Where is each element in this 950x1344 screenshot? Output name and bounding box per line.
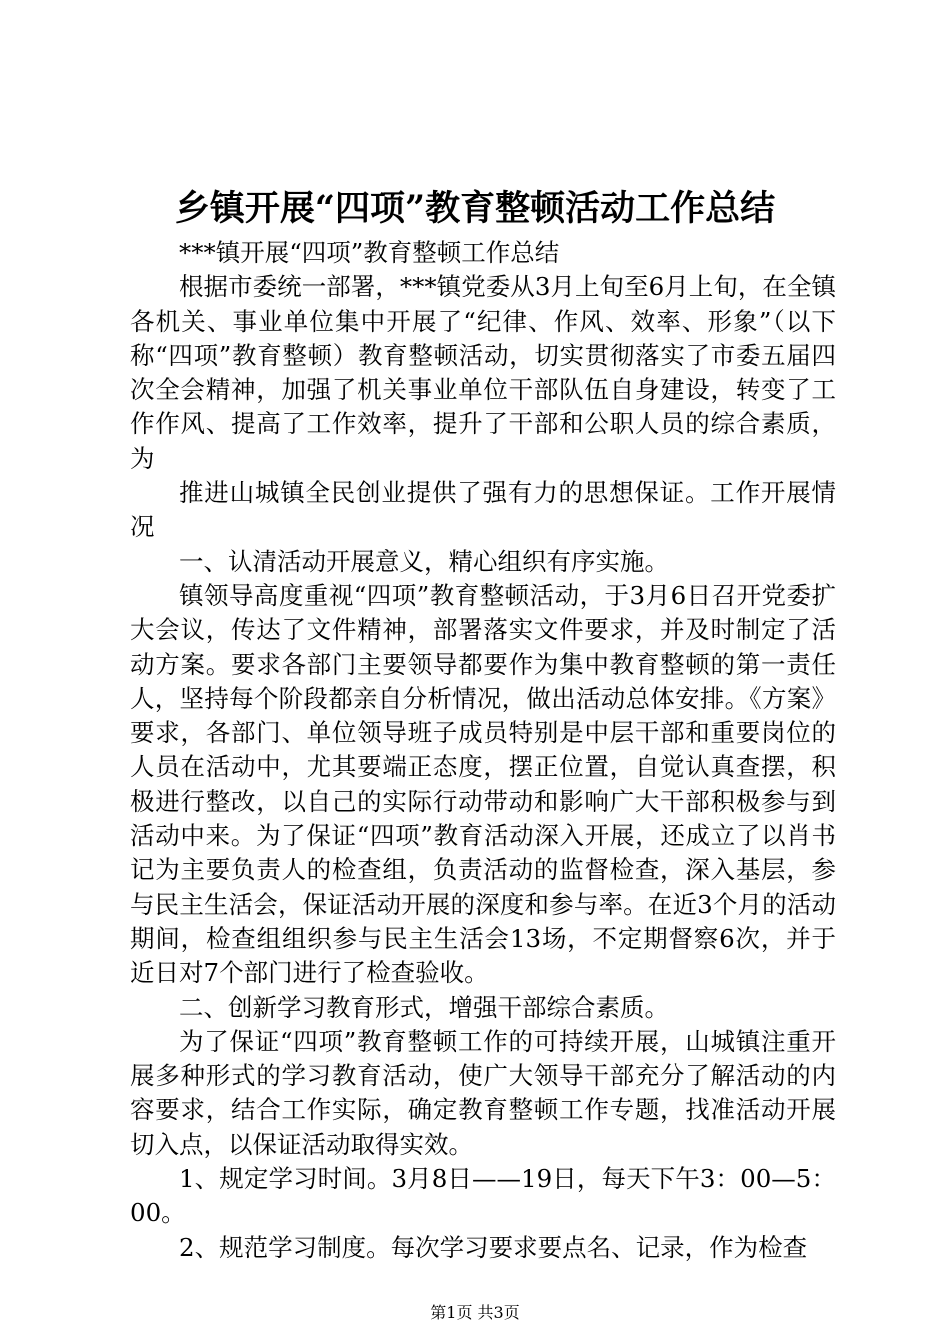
document-body <box>130 236 836 1265</box>
paragraph-section-1: 镇领导高度重视“四项”教育整顿活动，于3月6日召开党委扩大会议，传达了文件精神，部署落实文件要求，并及时制定了活动方案。要求各部门主要领导都要作为集中教育整顿的第一责任人，坚持每个阶段都亲自分析情况，做出活动总体安排。《方案》要求，各部门、单位领导班子成员特别是中层干部和重要岗位的人员在活动中，尤其要端正态度，摆正位置，自觉认真查摆，积极进行整改，以自己的实际行动带动和影响广大干部积极参与到活动中来。为了保证“四项”教育活动深入开展，还成立了以肖书记为主要负责人的检查组，负责活动的监督检查，深入基层，参与民主生活会，保证活动开展的深度和参与率。在近3个月的活动期间，检查组组织参与民主生活会13场，不定期督察6次，并于近日对7个部门进行了检查验收。 <box>130 580 836 988</box>
list-item-1: 1、规定学习时间。3月8日——19日，每天下午3：00—5：00。 <box>130 1164 836 1228</box>
section-heading-1: 一、认清活动开展意义，精心组织有序实施。 <box>179 546 669 576</box>
document-subtitle: ***镇开展“四项”教育整顿工作总结 <box>179 238 560 267</box>
section-heading-2: 二、创新学习教育形式，增强干部综合素质。 <box>179 992 669 1022</box>
paragraph-intro-continued: 推进山城镇全民创业提供了强有力的思想保证。工作开展情况 <box>130 478 836 542</box>
paragraph-intro: 根据市委统一部署，***镇党委从3月上旬至6月上旬，在全镇各机关、事业单位集中开展了“纪律、作风、效率、形象”（以下称“四项”教育整顿）教育整顿活动，切实贯彻落实了市委五届四次全会精神，加强了机关事业单位干部队伍自身建设，转变了工作作风、提高了工作效率，提升了干部和公职人员的综合素质，为 <box>130 272 836 473</box>
page-footer: 第1页 共3页 <box>430 1303 520 1322</box>
document-title: 乡镇开展“四项”教育整顿活动工作总结 <box>174 188 776 229</box>
paragraph-section-2: 为了保证“四项”教育整顿工作的可持续开展，山城镇注重开展多种形式的学习教育活动，使广大领导干部充分了解活动的内容要求，结合工作实际，确定教育整顿工作专题，找准活动开展切入点，以保证活动取得实效。 <box>130 1026 836 1159</box>
list-item-2: 2、规范学习制度。每次学习要求要点名、记录，作为检查 <box>179 1232 808 1262</box>
